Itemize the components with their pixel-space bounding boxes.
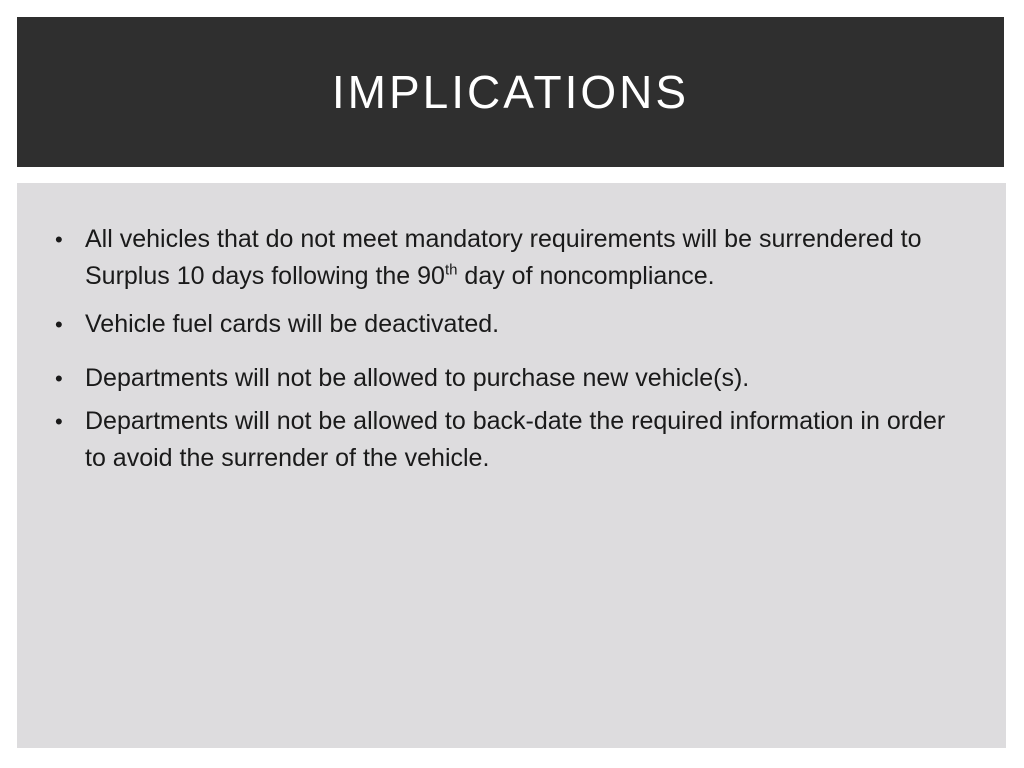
slide-title: IMPLICATIONS — [331, 66, 690, 118]
bullet-dot-icon: • — [55, 366, 63, 391]
title-bar — [17, 17, 1004, 167]
ordinal-superscript: th — [444, 261, 458, 279]
bullet-dot-icon: • — [55, 409, 63, 434]
bullet-text: Departments will not be allowed to purchase new vehicle(s). — [85, 364, 750, 392]
bullet-item — [17, 306, 947, 343]
bullet-text: Vehicle fuel cards will be deactivated. — [85, 310, 500, 338]
bullet-list — [17, 221, 947, 477]
content-box — [17, 183, 1006, 748]
bullet-text-continued: day of noncompliance. — [457, 262, 715, 290]
bullet-text: All vehicles that do not meet mandatory requirements will be surrendered to Surplus 10 days following the 90 — [85, 225, 922, 290]
bullet-dot-icon: • — [55, 312, 63, 337]
bullet-item — [17, 221, 947, 295]
bullet-item — [17, 403, 947, 477]
bullet-item — [17, 360, 947, 397]
bullet-dot-icon: • — [55, 227, 63, 252]
bullet-text: Departments will not be allowed to back-date the required information in order to avoid the surrender of the vehicle. — [85, 407, 946, 472]
